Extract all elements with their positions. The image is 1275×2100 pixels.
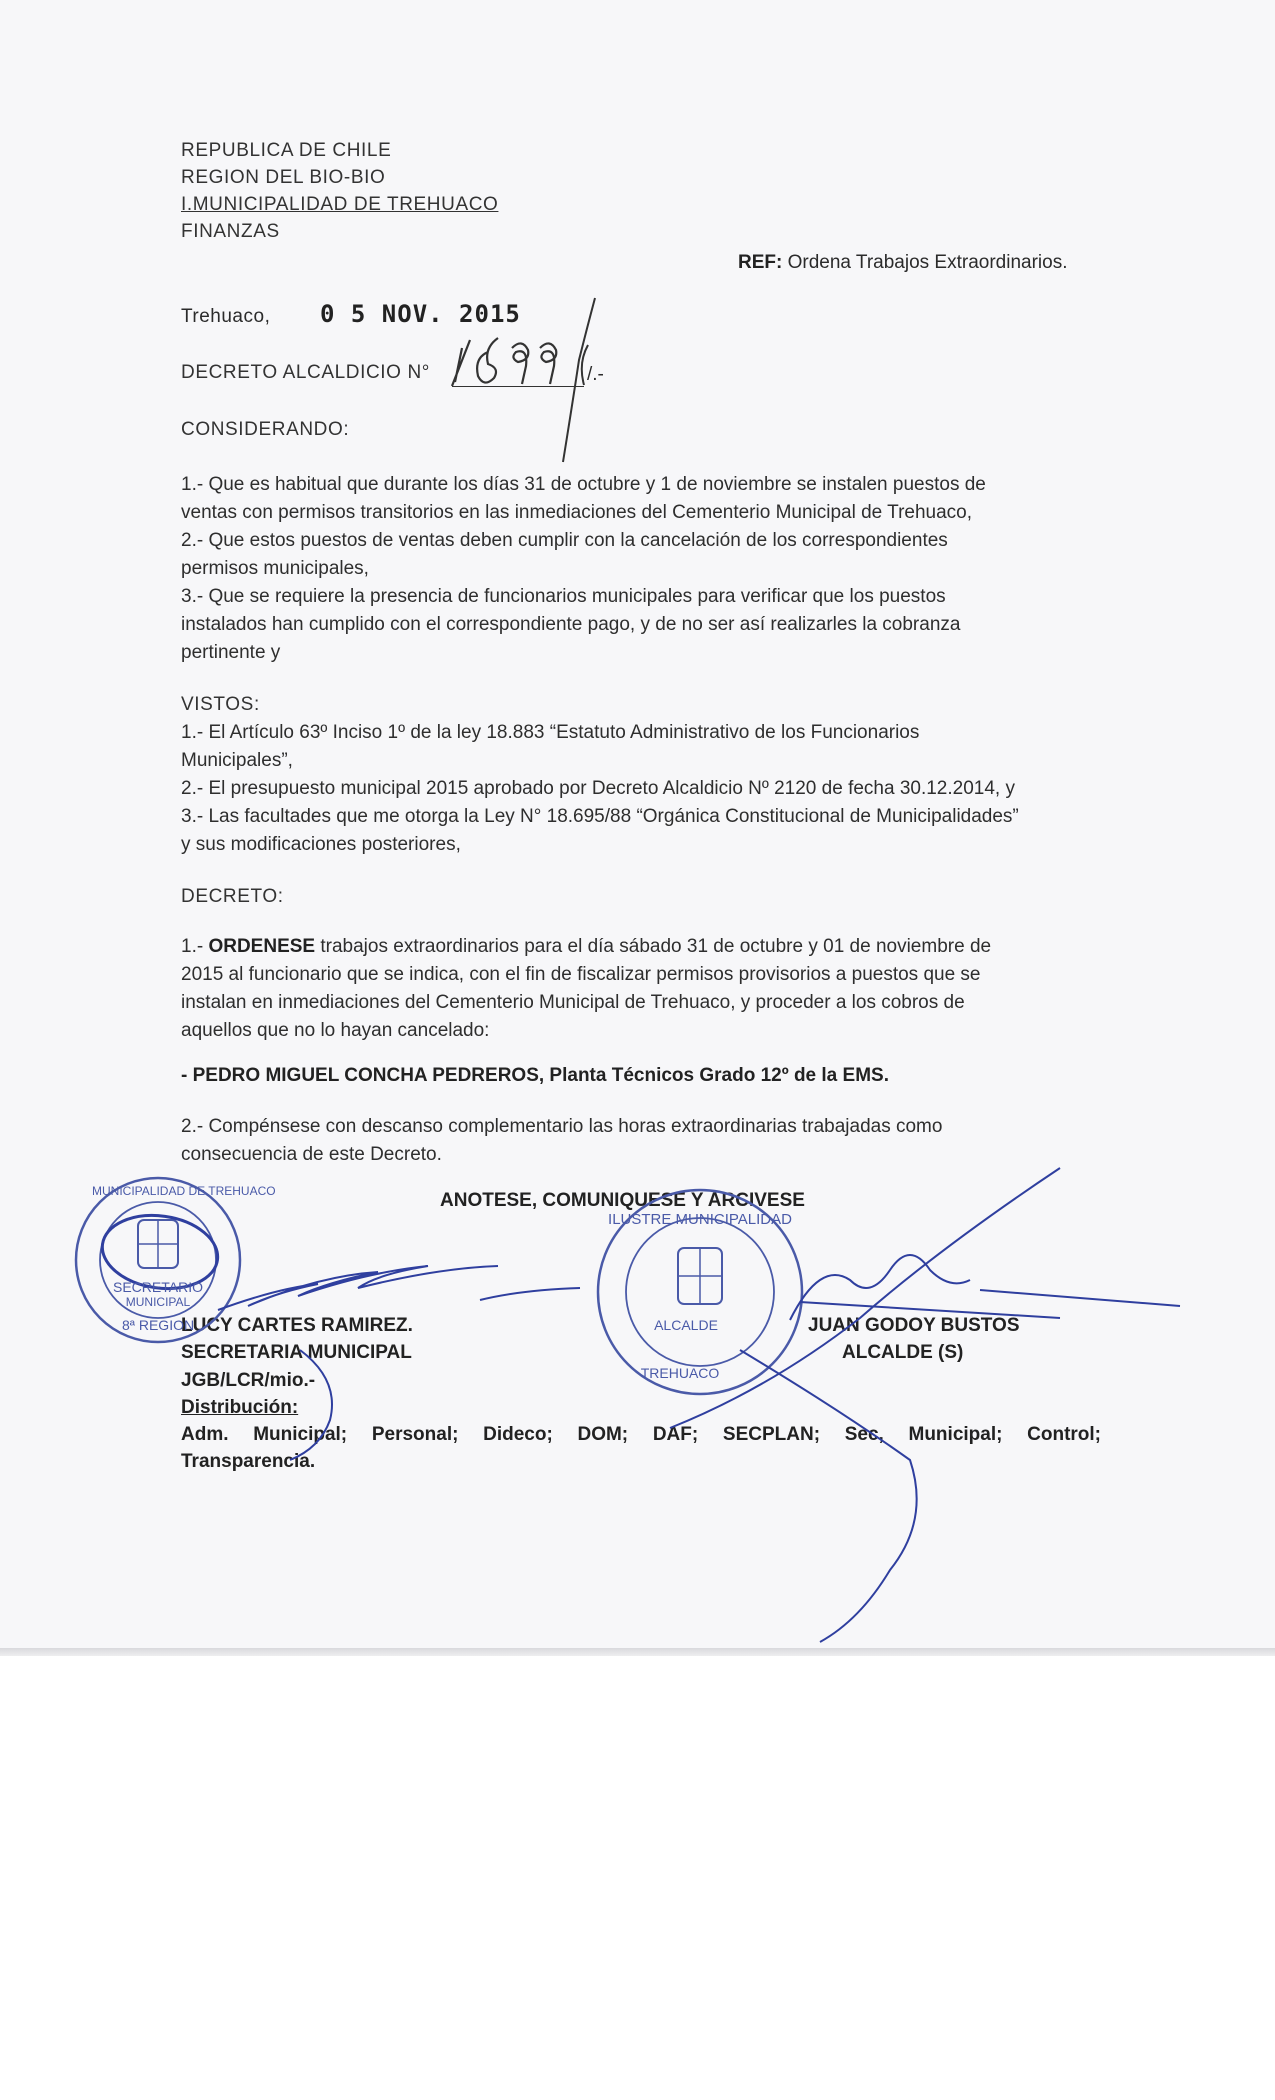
mayor-signature xyxy=(670,1168,1180,1642)
ordenese-keyword: ORDENESE xyxy=(208,936,316,957)
signer-right-name: JUAN GODOY BUSTOS xyxy=(808,1315,1020,1336)
text-line: 2.- Compénsese con descanso complementario las horas extraordinarias trabajadas como xyxy=(181,1116,943,1137)
considerando-heading: CONSIDERANDO: xyxy=(181,419,350,440)
text-line: Municipales”, xyxy=(181,750,293,771)
text-line: instalados han cumplido con el correspondiente pago, y de no ser así realizarles la cobranza xyxy=(181,614,961,635)
stamp-right-top: ILUSTRE MUNICIPALIDAD xyxy=(608,1211,792,1228)
item-number: 1.- xyxy=(181,936,209,957)
text-line: 3.- Las facultades que me otorga la Ley N° 18.695/88 “Orgánica Constitucional de Municipalidades” xyxy=(181,806,1019,827)
stamp-left-top: MUNICIPALIDAD DE TREHUACO xyxy=(92,1184,276,1198)
stamp-right-bottom: TREHUACO xyxy=(640,1365,720,1381)
official-name: - PEDRO MIGUEL CONCHA PEDREROS, Planta Técnicos Grado 12º de la EMS. xyxy=(181,1065,889,1086)
text-line: permisos municipales, xyxy=(181,558,369,579)
distribution-list-end: Transparencia. xyxy=(181,1451,316,1472)
closing-formula: ANOTESE, COMUNIQUESE Y ARCIVESE xyxy=(440,1190,805,1211)
text-line: 3.- Que se requiere la presencia de funcionarios municipales para verificar que los puestos xyxy=(181,586,946,607)
header-municipality: I.MUNICIPALIDAD DE TREHUACO xyxy=(181,194,499,215)
secretary-signature xyxy=(218,1266,580,1460)
header-region: REGION DEL BIO-BIO xyxy=(181,167,386,188)
text-line: pertinente y xyxy=(181,642,281,663)
text-line: ventas con permisos transitorios en las inmediaciones del Cementerio Municipal de Trehuaco, xyxy=(181,502,973,523)
text-line: 2.- El presupuesto municipal 2015 aprobado por Decreto Alcaldicio Nº 2120 de fecha 30.12.2014, y xyxy=(181,778,1015,799)
decreto-heading: DECRETO: xyxy=(181,886,284,907)
text-line: 1.- El Artículo 63º Inciso 1º de la ley 18.883 “Estatuto Administrativo de los Funcionarios xyxy=(181,722,920,743)
date-stamp: 0 5 NOV. 2015 xyxy=(320,300,521,328)
distribution-list: Adm. Municipal; Personal; Dideco; DOM; DAF; SECPLAN; Sec, Municipal; Control; xyxy=(181,1424,1101,1445)
stamp-left-bottom: 8ª REGION xyxy=(122,1317,195,1333)
stamp-left-mid2: MUNICIPAL xyxy=(125,1295,191,1309)
reference-label: REF: xyxy=(738,252,783,273)
header-country: REPUBLICA DE CHILE xyxy=(181,140,392,161)
signer-left-name: LUCY CARTES RAMIREZ. xyxy=(181,1315,413,1336)
text-line: aquellos que no lo hayan cancelado: xyxy=(181,1020,490,1041)
decree-number-label: DECRETO ALCALDICIO N° xyxy=(181,362,430,383)
initials: JGB/LCR/mio.- xyxy=(181,1370,316,1391)
text-line: 2.- Que estos puestos de ventas deben cumplir con la cancelación de los correspondientes xyxy=(181,530,948,551)
vistos-heading: VISTOS: xyxy=(181,694,260,715)
text-line: y sus modificaciones posteriores, xyxy=(181,834,461,855)
text-line: 2015 al funcionario que se indica, con el fin de fiscalizar permisos provisorios a puestos que se xyxy=(181,964,981,985)
stamp-right-mid: ALCALDE xyxy=(654,1317,718,1333)
text-line: consecuencia de este Decreto. xyxy=(181,1144,442,1165)
header-department: FINANZAS xyxy=(181,221,280,242)
distribution-heading: Distribución: xyxy=(181,1397,299,1418)
text-line: instalan en inmediaciones del Cementerio Municipal de Trehuaco, y proceder a los cobros de xyxy=(181,992,965,1013)
text-line: 1.- Que es habitual que durante los días 31 de octubre y 1 de noviembre se instalen puestos de xyxy=(181,474,986,495)
handwritten-decree-number xyxy=(452,298,595,462)
text-fragment: trabajos extraordinarios para el día sábado 31 de octubre y 01 de noviembre de xyxy=(315,936,992,957)
stamp-left-mid: SECRETARIO xyxy=(113,1279,203,1295)
reference-text: Ordena Trabajos Extraordinarios. xyxy=(787,252,1068,273)
signer-left-title: SECRETARIA MUNICIPAL xyxy=(181,1342,412,1363)
decree-suffix: /.- xyxy=(587,364,604,385)
signer-right-title: ALCALDE (S) xyxy=(842,1342,964,1363)
place: Trehuaco, xyxy=(181,306,271,327)
